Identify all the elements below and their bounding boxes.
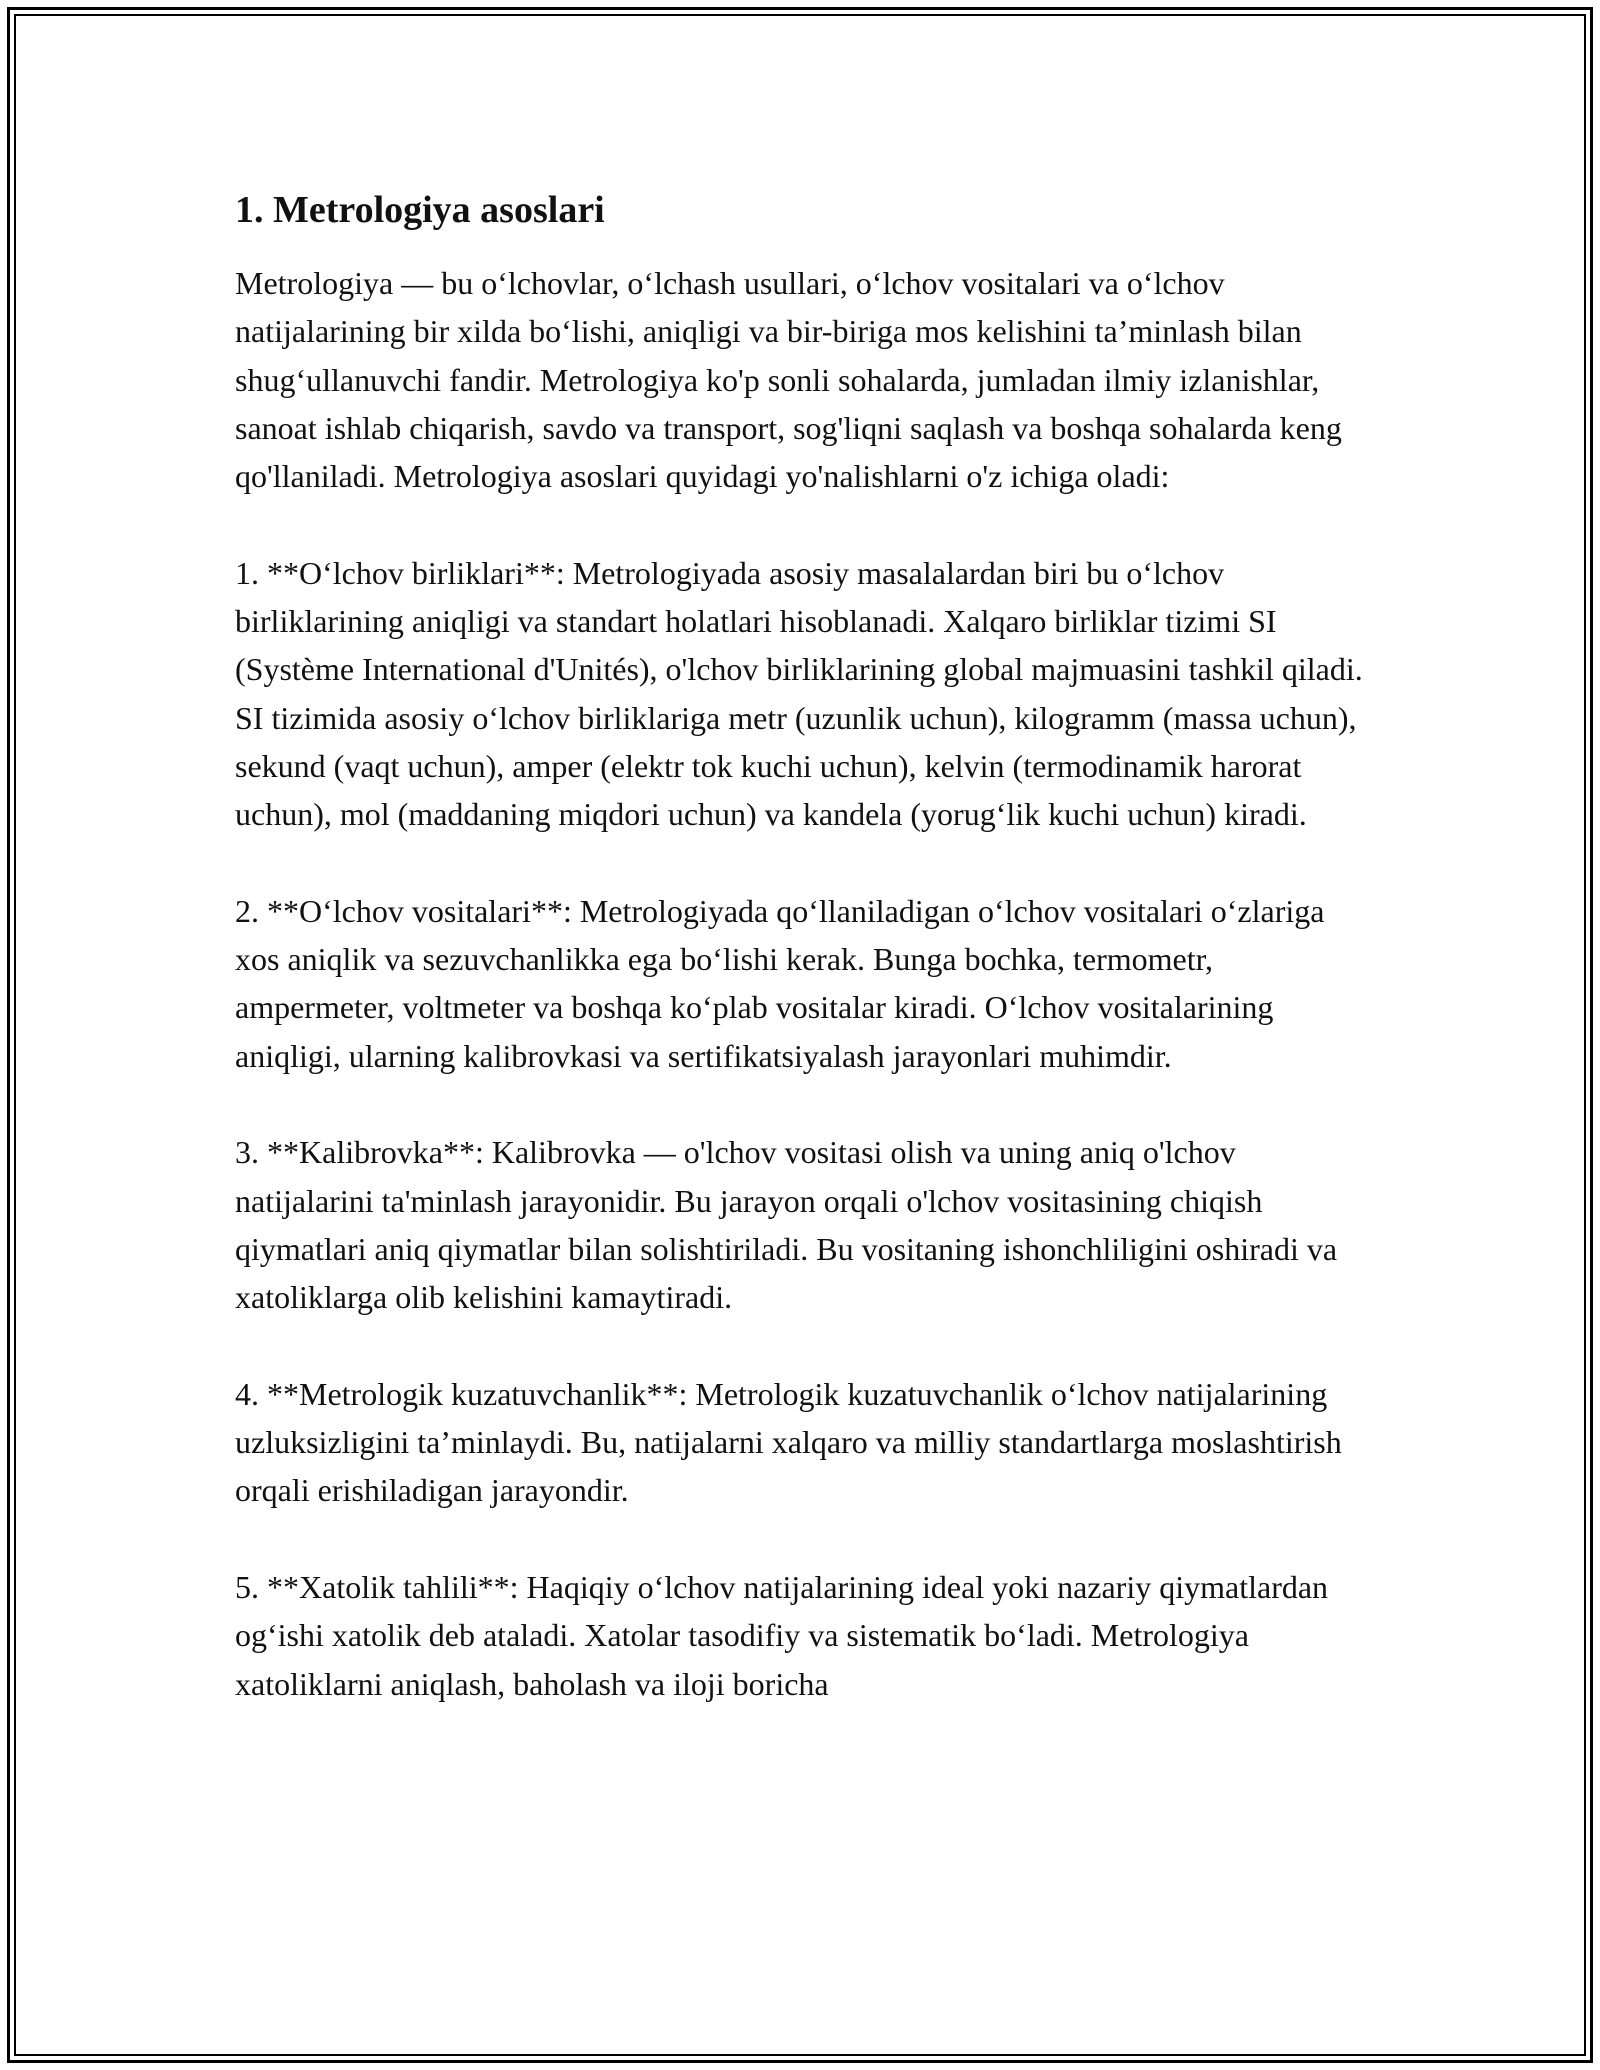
- paragraph-olchov-vositalari: 2. **Oʻlchov vositalari**: Metrologiyada qoʻllaniladigan oʻlchov vositalari oʻzlariga xos aniqlik va sezuvchanlikka ega boʻlishi kerak. Bunga bochka, termometr, ampermeter, voltmeter va boshqa koʻplab vositalar kiradi. Oʻlchov vositalarining aniqligi, ularning kalibrovkasi va sertifikatsiyalash jarayonlari muhimdir.: [235, 892, 1325, 1074]
- section-heading: 1. Metrologiya asoslari: [235, 189, 605, 231]
- paragraph-metrologik-kuzatuvchanlik: 4. **Metrologik kuzatuvchanlik**: Metrologik kuzatuvchanlik oʻlchov natijalarining uzluksizligini taʼminlaydi. Bu, natijalarni xalqaro va milliy standartlarga moslashtirish orqali erishiladigan jarayondir.: [235, 1375, 1342, 1509]
- paragraph-kalibrovka: 3. **Kalibrovka**: Kalibrovka — o'lchov vositasi olish va uning aniq o'lchov natijalarini ta'minlash jarayonidir. Bu jarayon orqali o'lchov vositasining chiqish qiymatlari aniq qiymatlar bilan solishtiriladi. Bu vositaning ishonchliligini oshiradi va xatoliklarga olib kelishini kamaytiradi.: [235, 1134, 1338, 1316]
- paragraph-olchov-birliklari: 1. **Oʻlchov birliklari**: Metrologiyada asosiy masalalardan biri bu oʻlchov birliklarining aniqligi va standart holatlari hisoblanadi. Xalqaro birliklar tizimi SI (Système International d'Unités), o'lchov birliklarining global majmuasini tashkil qiladi. SI tizimida asosiy oʻlchov birliklariga metr (uzunlik uchun), kilogramm (massa uchun), sekund (vaqt uchun), amper (elektr tok kuchi uchun), kelvin (termodinamik harorat uchun), mol (maddaning miqdori uchun) va kandela (yorugʻlik kuchi uchun) kiradi.: [235, 554, 1363, 833]
- intro-paragraph: Metrologiya — bu oʻlchovlar, oʻlchash usullari, oʻlchov vositalari va oʻlchov natijalarining bir xilda boʻlishi, aniqligi va bir-biriga mos kelishini taʼminlash bilan shugʻullanuvchi fandir. Metrologiya ko'p sonli sohalarda, jumladan ilmiy izlanishlar, sanoat ishlab chiqarish, savdo va transport, sog'liqni saqlash va boshqa sohalarda keng qo'llaniladi. Metrologiya asoslari quyidagi yo'nalishlarni o'z ichiga oladi:: [235, 265, 1342, 495]
- paragraph-xatolik-tahlili: 5. **Xatolik tahlili**: Haqiqiy oʻlchov natijalarining ideal yoki nazariy qiymatlardan ogʻishi xatolik deb ataladi. Xatolar tasodifiy va sistematik boʻladi. Metrologiya xatoliklarni aniqlash, baholash va iloji boricha: [235, 1569, 1329, 1702]
- document-body: [235, 186, 1370, 1756]
